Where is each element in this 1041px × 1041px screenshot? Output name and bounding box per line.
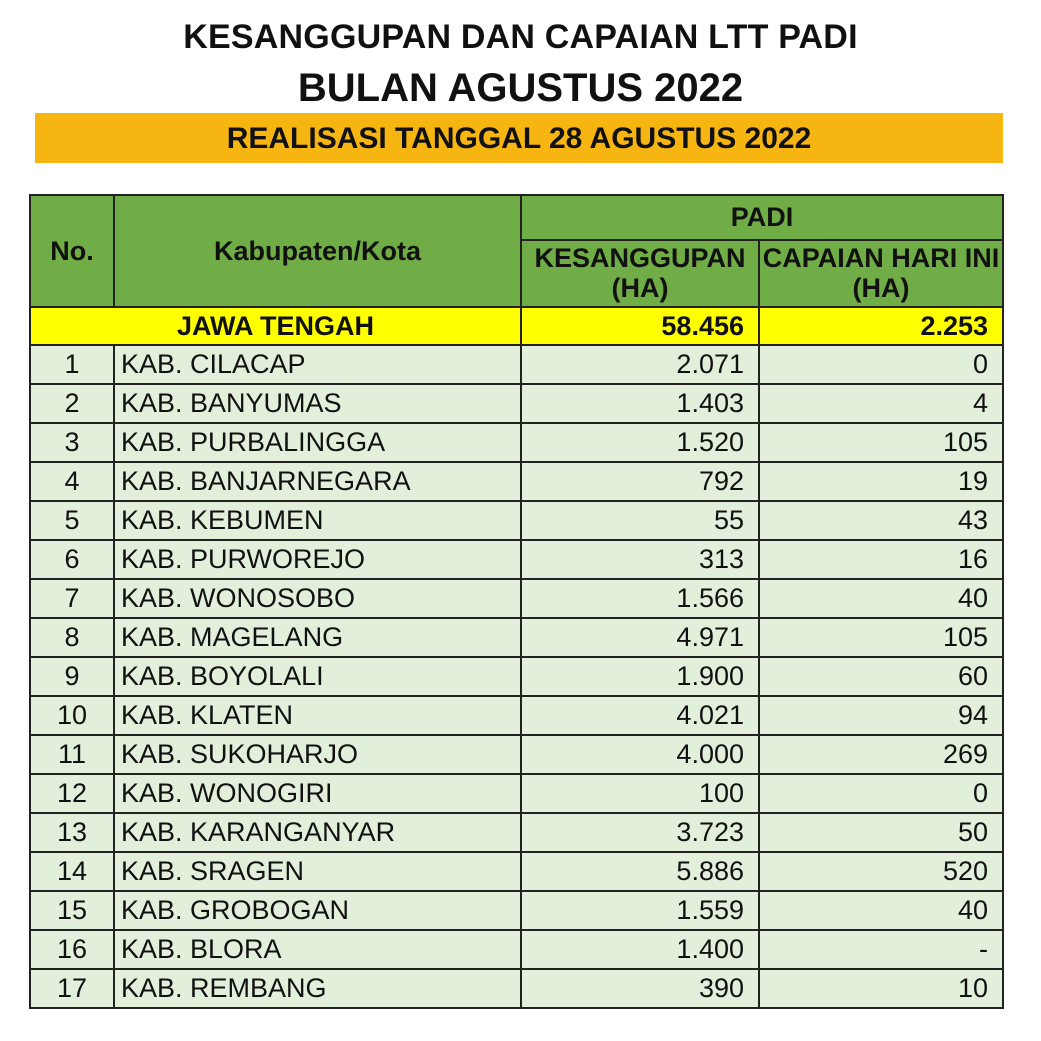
- table-row: [30, 345, 1003, 384]
- cell-capaian: 50: [759, 813, 1003, 852]
- cell-kesanggupan: 4.021: [521, 696, 759, 735]
- cell-capaian: 60: [759, 657, 1003, 696]
- cell-kesanggupan: 313: [521, 540, 759, 579]
- cell-no: 6: [30, 540, 114, 579]
- cell-capaian: 43: [759, 501, 1003, 540]
- cell-capaian: 269: [759, 735, 1003, 774]
- cell-capaian: 40: [759, 579, 1003, 618]
- cell-kesanggupan: 4.971: [521, 618, 759, 657]
- cell-kabupaten: KAB. BANJARNEGARA: [114, 462, 521, 501]
- cell-no: 9: [30, 657, 114, 696]
- cell-no: 12: [30, 774, 114, 813]
- cell-capaian: -: [759, 930, 1003, 969]
- cell-kesanggupan: 1.559: [521, 891, 759, 930]
- table-row: [30, 579, 1003, 618]
- title-line2: BULAN AGUSTUS 2022: [297, 66, 744, 110]
- cell-kabupaten: KAB. CILACAP: [114, 345, 521, 384]
- table-row: [30, 969, 1003, 1008]
- data-table: [29, 194, 1004, 1009]
- cell-kabupaten: KAB. KLATEN: [114, 696, 521, 735]
- cell-kabupaten: KAB. PURWOREJO: [114, 540, 521, 579]
- table-row: [30, 540, 1003, 579]
- cell-kesanggupan: 1.520: [521, 423, 759, 462]
- cell-no: 5: [30, 501, 114, 540]
- cell-capaian: 0: [759, 345, 1003, 384]
- cell-kesanggupan: 100: [521, 774, 759, 813]
- realisasi-banner: REALISASI TANGGAL 28 AGUSTUS 2022: [35, 113, 1003, 163]
- cell-no: 16: [30, 930, 114, 969]
- cell-kabupaten: KAB. SRAGEN: [114, 852, 521, 891]
- cell-no: 4: [30, 462, 114, 501]
- table-row: [30, 852, 1003, 891]
- header-capaian: CAPAIAN HARI INI (HA): [759, 240, 1003, 307]
- cell-capaian: 520: [759, 852, 1003, 891]
- header-no: No.: [30, 195, 114, 307]
- cell-capaian: 4: [759, 384, 1003, 423]
- total-row: [30, 307, 1003, 345]
- cell-capaian: 105: [759, 423, 1003, 462]
- cell-kesanggupan: 390: [521, 969, 759, 1008]
- table-row: [30, 774, 1003, 813]
- cell-capaian: 40: [759, 891, 1003, 930]
- total-kesanggupan: 58.456: [521, 307, 759, 345]
- table-row: [30, 813, 1003, 852]
- cell-kesanggupan: 1.900: [521, 657, 759, 696]
- table-row: [30, 462, 1003, 501]
- cell-capaian: 105: [759, 618, 1003, 657]
- cell-no: 2: [30, 384, 114, 423]
- cell-no: 10: [30, 696, 114, 735]
- cell-kabupaten: KAB. MAGELANG: [114, 618, 521, 657]
- cell-kabupaten: KAB. KARANGANYAR: [114, 813, 521, 852]
- cell-kabupaten: KAB. PURBALINGGA: [114, 423, 521, 462]
- cell-kesanggupan: 3.723: [521, 813, 759, 852]
- cell-no: 13: [30, 813, 114, 852]
- table-row: [30, 501, 1003, 540]
- cell-kabupaten: KAB. GROBOGAN: [114, 891, 521, 930]
- cell-kabupaten: KAB. BLORA: [114, 930, 521, 969]
- cell-no: 11: [30, 735, 114, 774]
- header-padi: PADI: [521, 195, 1003, 240]
- total-label: JAWA TENGAH: [30, 307, 521, 345]
- table-row: [30, 384, 1003, 423]
- cell-capaian: 94: [759, 696, 1003, 735]
- cell-kesanggupan: 1.403: [521, 384, 759, 423]
- cell-capaian: 0: [759, 774, 1003, 813]
- table-row: [30, 735, 1003, 774]
- cell-no: 14: [30, 852, 114, 891]
- cell-capaian: 16: [759, 540, 1003, 579]
- cell-no: 7: [30, 579, 114, 618]
- cell-kabupaten: KAB. BANYUMAS: [114, 384, 521, 423]
- cell-no: 3: [30, 423, 114, 462]
- title-line1: KESANGGUPAN DAN CAPAIAN LTT PADI: [183, 18, 858, 56]
- table-row: [30, 618, 1003, 657]
- cell-kesanggupan: 4.000: [521, 735, 759, 774]
- cell-no: 1: [30, 345, 114, 384]
- cell-kabupaten: KAB. WONOSOBO: [114, 579, 521, 618]
- cell-kabupaten: KAB. SUKOHARJO: [114, 735, 521, 774]
- table-row: [30, 891, 1003, 930]
- cell-kesanggupan: 5.886: [521, 852, 759, 891]
- table-row: [30, 657, 1003, 696]
- cell-no: 15: [30, 891, 114, 930]
- cell-kabupaten: KAB. WONOGIRI: [114, 774, 521, 813]
- cell-kesanggupan: 1.400: [521, 930, 759, 969]
- cell-no: 17: [30, 969, 114, 1008]
- header-kabupaten: Kabupaten/Kota: [114, 195, 521, 307]
- cell-kabupaten: KAB. REMBANG: [114, 969, 521, 1008]
- cell-no: 8: [30, 618, 114, 657]
- cell-capaian: 10: [759, 969, 1003, 1008]
- table-row: [30, 696, 1003, 735]
- cell-kesanggupan: 2.071: [521, 345, 759, 384]
- total-capaian: 2.253: [759, 307, 1003, 345]
- cell-kesanggupan: 1.566: [521, 579, 759, 618]
- table-row: [30, 930, 1003, 969]
- cell-kesanggupan: 55: [521, 501, 759, 540]
- table-row: [30, 423, 1003, 462]
- cell-capaian: 19: [759, 462, 1003, 501]
- cell-kesanggupan: 792: [521, 462, 759, 501]
- header-kesanggupan: KESANGGUPAN (HA): [521, 240, 759, 307]
- cell-kabupaten: KAB. BOYOLALI: [114, 657, 521, 696]
- cell-kabupaten: KAB. KEBUMEN: [114, 501, 521, 540]
